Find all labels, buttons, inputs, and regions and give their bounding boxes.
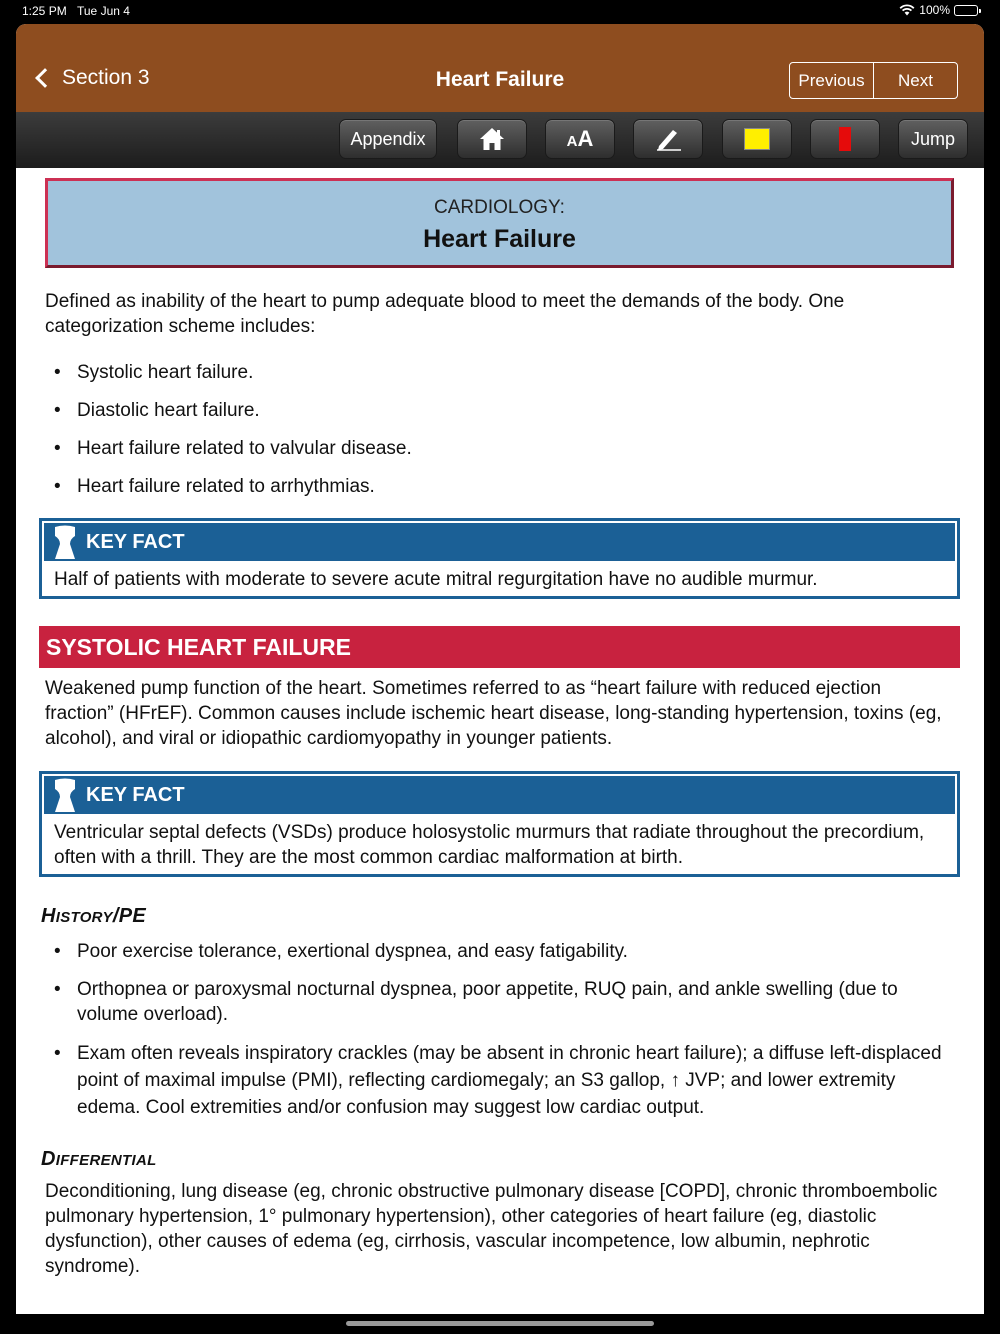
- key-fact-text: Ventricular septal defects (VSDs) produce holosystolic murmurs that radiate throughout the precordium, often with a thrill. They are the most common cardiac malformation at birth.: [54, 822, 925, 868]
- list-item: • Diastolic heart failure.: [45, 398, 950, 423]
- section-paragraph: Weakened pump function of the heart. Sometimes referred to as “heart failure with reduced ejection fraction” (HFrEF). Common causes include ischemic heart disease, long-standing hypertension, toxins (eg, alcohol), and viral or idiopathic cardiomyopathy in younger patients.: [45, 678, 942, 749]
- home-indicator[interactable]: [346, 1321, 654, 1326]
- section-heading: SYSTOLIC HEART FAILURE: [39, 626, 960, 668]
- bookmark-button[interactable]: [810, 119, 880, 159]
- list-item: • Systolic heart failure.: [45, 360, 950, 385]
- key-icon: [52, 778, 78, 814]
- nav-bar: [16, 24, 984, 112]
- home-icon: [478, 125, 506, 153]
- list-item: • Orthopnea or paroxysmal nocturnal dyspnea, poor appetite, RUQ pain, and ankle swelling (due to volume overload).: [45, 977, 950, 1027]
- chapter-title-box: [45, 178, 954, 268]
- previous-button[interactable]: Previous: [798, 70, 865, 90]
- font-size-button[interactable]: [545, 119, 615, 159]
- key-fact-box: [39, 518, 960, 599]
- key-fact-label: KEY FACT: [86, 530, 185, 553]
- key-fact-header: [42, 521, 957, 563]
- differential-heading: DIFFERENTIAL: [41, 1148, 157, 1170]
- battery-icon: [954, 5, 978, 16]
- next-button[interactable]: Next: [873, 63, 957, 98]
- status-time: 1:25 PM: [22, 4, 67, 18]
- key-icon: [52, 525, 78, 561]
- bookmark-icon: [839, 127, 851, 151]
- jump-button[interactable]: Jump: [898, 119, 968, 159]
- status-bar: [0, 0, 1000, 22]
- list-item: • Heart failure related to valvular disease.: [45, 436, 950, 461]
- chapter-category: CARDIOLOGY:: [434, 197, 565, 218]
- article-content: [16, 168, 984, 1314]
- key-fact-label: KEY FACT: [86, 783, 185, 806]
- back-label: Section 3: [62, 66, 150, 89]
- page-title: Heart Failure: [435, 68, 565, 91]
- status-date: Tue Jun 4: [77, 4, 130, 18]
- home-button[interactable]: [457, 119, 527, 159]
- highlight-button[interactable]: [722, 119, 792, 159]
- history-list: [45, 939, 950, 1121]
- app-window: [16, 24, 984, 1314]
- history-heading: HISTORY/PE: [41, 905, 146, 927]
- wifi-icon: [899, 4, 915, 16]
- list-item: • Exam often reveals inspiratory crackles (may be absent in chronic heart failure); a diffuse left-displaced point of maximal impulse (PMI), reflecting cardiomegaly; an S3 gallop, ↑ JVP; and lower extremity edema. Cool extremities and/or confusion may suggest low cardiac output.: [45, 1040, 950, 1121]
- key-fact-box: [39, 771, 960, 877]
- battery-percent: 100%: [919, 3, 950, 17]
- intro-list: [45, 360, 950, 499]
- differential-paragraph: Deconditioning, lung disease (eg, chronic obstructive pulmonary disease [COPD], chronic thromboembolic pulmonary hypertension, 1° pulmonary hypertension), other categories of heart failure (eg, diastolic dysfunction), other causes of edema (eg, cirrhosis, vascular incompetence, low albumin, nephrotic syndrome).: [45, 1181, 938, 1277]
- key-fact-header: [42, 774, 957, 816]
- pen-icon: [653, 126, 683, 152]
- highlighter-icon: [744, 128, 770, 150]
- annotate-button[interactable]: [633, 119, 703, 159]
- appendix-button[interactable]: Appendix: [339, 119, 437, 159]
- list-item: • Poor exercise tolerance, exertional dyspnea, and easy fatigability.: [45, 939, 950, 964]
- prev-next-control: [789, 62, 958, 99]
- chapter-title: Heart Failure: [423, 225, 576, 253]
- list-item: • Heart failure related to arrhythmias.: [45, 474, 950, 499]
- intro-paragraph: Defined as inability of the heart to pump adequate blood to meet the demands of the body. One categorization scheme includes:: [45, 291, 845, 337]
- status-right: [899, 3, 978, 17]
- key-fact-text: Half of patients with moderate to severe acute mitral regurgitation have no audible murmur.: [54, 569, 818, 590]
- toolbar: [16, 112, 984, 168]
- font-size-icon: AA: [566, 126, 594, 151]
